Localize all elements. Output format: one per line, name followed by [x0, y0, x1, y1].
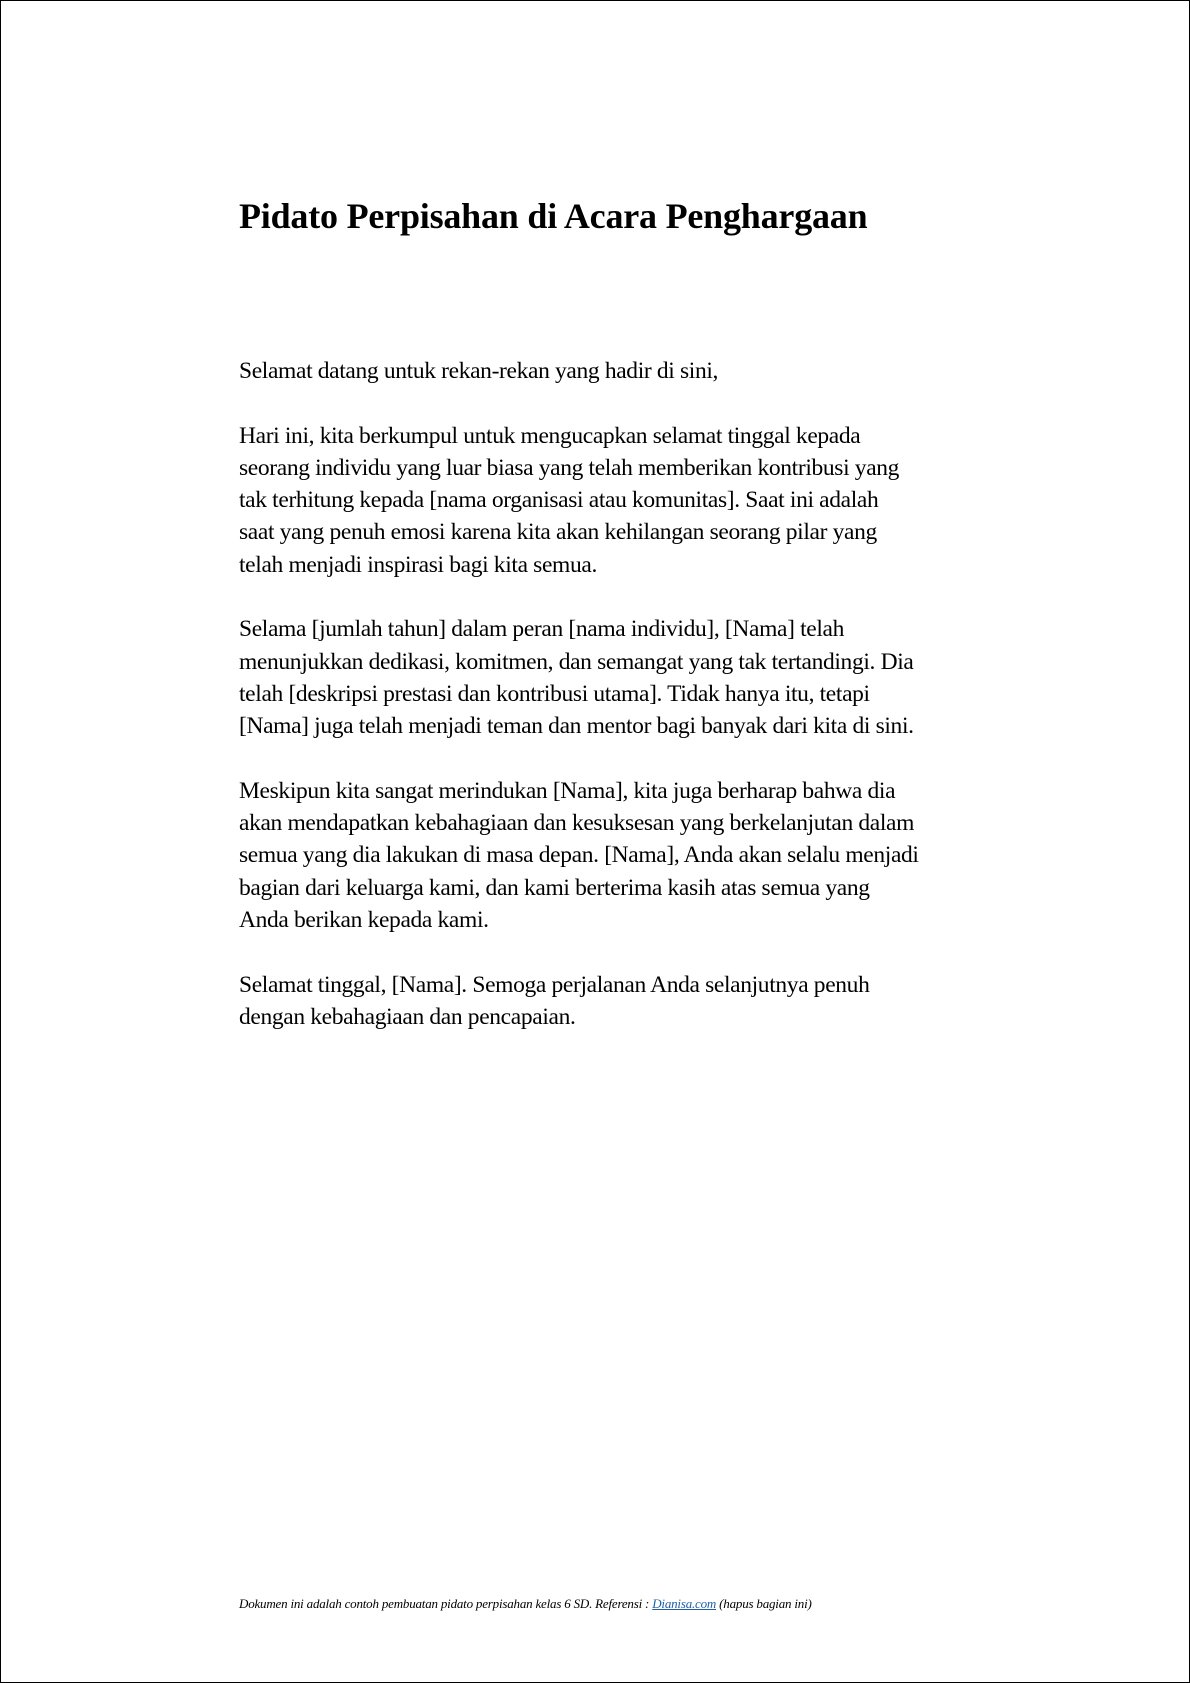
footer-note	[239, 1595, 812, 1613]
text-line: telah menjadi inspirasi bagi kita semua.	[239, 551, 597, 578]
text-line: Anda berikan kepada kami.	[239, 907, 489, 934]
text-line: seorang individu yang luar biasa yang telah memberikan kontribusi yang	[239, 454, 900, 481]
paragraph-contributions	[239, 613, 1019, 742]
paragraph-greeting	[239, 355, 1019, 387]
text-line: tak terhitung kepada [nama organisasi atau komunitas]. Saat ini adalah	[239, 487, 879, 514]
text-line: Selamat tinggal, [Nama]. Semoga perjalanan Anda selanjutnya penuh	[239, 971, 870, 998]
text-line: saat yang penuh emosi karena kita akan kehilangan seorang pilar yang	[239, 519, 877, 546]
reference-link[interactable]: Dianisa.com	[652, 1596, 717, 1611]
text-line: Selamat datang untuk rekan-rekan yang hadir di sini,	[239, 358, 719, 384]
text-line: telah [deskripsi prestasi dan kontribusi utama]. Tidak hanya itu, tetapi	[239, 680, 870, 707]
paragraph-introduction	[239, 420, 1019, 581]
document-body	[239, 355, 1019, 1066]
footer-text: Dokumen ini adalah contoh pembuatan pidato perpisahan kelas 6 SD. Referensi :	[239, 1596, 653, 1611]
text-line: bagian dari keluarga kami, dan kami berterima kasih atas semua yang	[239, 874, 870, 901]
text-line: semua yang dia lakukan di masa depan. [Nama], Anda akan selalu menjadi	[239, 842, 919, 869]
text-line: akan mendapatkan kebahagiaan dan kesuksesan yang berkelanjutan dalam	[239, 810, 915, 837]
text-line: [Nama] juga telah menjadi teman dan mentor bagi banyak dari kita di sini.	[239, 713, 914, 740]
document-title: Pidato Perpisahan di Acara Penghargaan	[239, 196, 868, 236]
text-line: dengan kebahagiaan dan pencapaian.	[239, 1003, 576, 1030]
footer-text-suffix: (hapus bagian ini)	[716, 1596, 812, 1611]
text-line: Meskipun kita sangat merindukan [Nama], kita juga berharap bahwa dia	[239, 777, 896, 804]
text-line: Selama [jumlah tahun] dalam peran [nama individu], [Nama] telah	[239, 616, 845, 643]
paragraph-wishes	[239, 775, 1019, 936]
text-line: Hari ini, kita berkumpul untuk mengucapkan selamat tinggal kepada	[239, 422, 861, 449]
paragraph-farewell	[239, 969, 1019, 1034]
text-line: menunjukkan dedikasi, komitmen, dan semangat yang tak tertandingi. Dia	[239, 648, 914, 675]
